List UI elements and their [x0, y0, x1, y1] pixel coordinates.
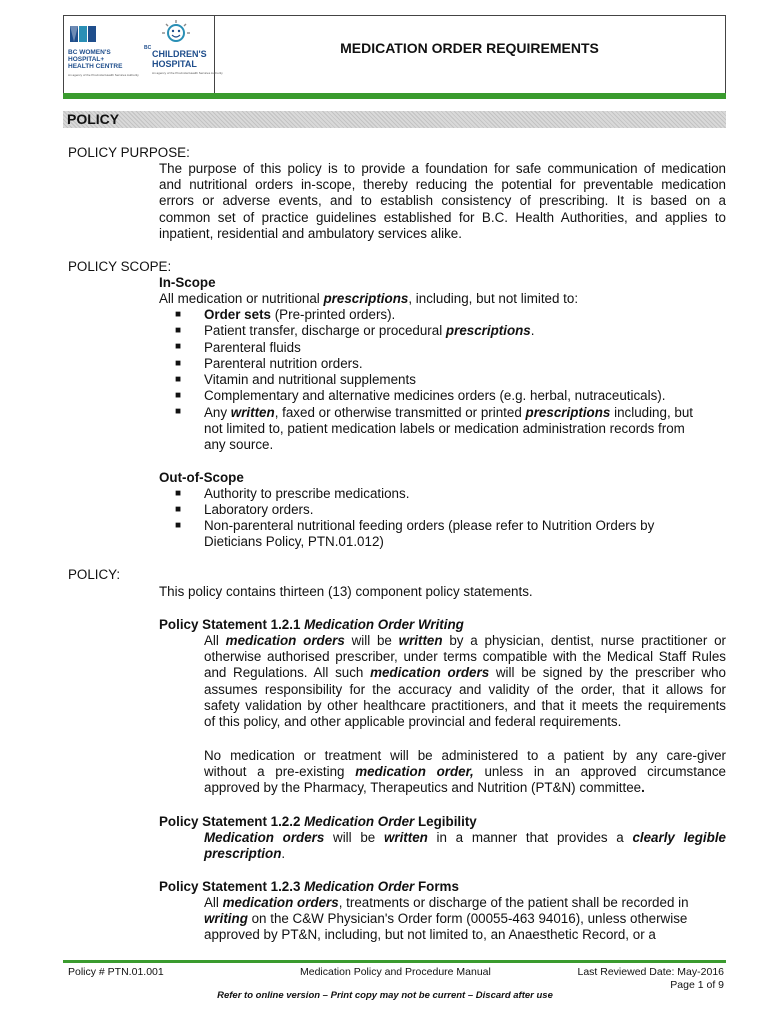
statement-1-paragraph-2: No medication or treatment will be administered to a patient by any care-giver without a pre-existing medication order, unless in an approved circumstance approved by the Pharmacy, Therapeutics and Nutrition (PT&N) committee.	[204, 748, 726, 796]
footer-page-number: Page 1 of 9	[670, 979, 724, 991]
bullet-icon: ■	[175, 341, 182, 352]
bullet-icon: ■	[175, 358, 182, 369]
logo1-line2: HOSPITAL+	[68, 56, 105, 63]
logo1-sub: An agency of the Provincial Health Services Authority	[68, 73, 139, 77]
footer-disclaimer: Refer to online version – Print copy may not be current – Discard after use	[217, 990, 553, 1001]
in-scope-item-cont: any source.	[204, 437, 274, 452]
bc-childrens-hospital-logo	[144, 20, 223, 75]
logo2-line1: BC	[144, 45, 152, 51]
statement-2-heading: Policy Statement 1.2.2 Medication Order Legibility	[159, 814, 477, 829]
statement-3-line: All medication orders, treatments or discharge of the patient shall be recorded in	[204, 895, 689, 910]
header-accent-bar	[63, 93, 726, 99]
statement-1-paragraph-1: All medication orders will be written by a physician, dentist, nurse practitioner or otherwise authorised prescriber, under terms compatible with the Medical Staff Rules and Regulations. All such medication orders will be signed by the prescriber who assumes responsibility for the accuracy and validity of the order, that it allows for safety validation by other healthcare practitioners, and that it meets the requirements of this policy, and other applicable provincial and federal requirements.	[204, 633, 727, 730]
in-scope-heading: In-Scope	[159, 275, 216, 290]
bc-womens-hospital-logo	[64, 16, 223, 94]
in-scope-item: Patient transfer, discharge or procedural prescriptions.	[204, 323, 535, 338]
bullet-icon: ■	[175, 309, 182, 320]
in-scope-item: Parenteral fluids	[204, 340, 301, 355]
in-scope-item: Any written, faxed or otherwise transmitted or printed prescriptions including, but	[204, 405, 694, 420]
document-header	[63, 15, 726, 95]
section-title-policy: POLICY	[63, 111, 726, 128]
in-scope-item: Vitamin and nutritional supplements	[204, 372, 416, 387]
footer-reviewed-date: Last Reviewed Date: May-2016	[577, 966, 724, 978]
scope-label: POLICY SCOPE:	[68, 259, 172, 274]
purpose-line: The purpose of this policy is to provide a foundation for safe communication of medication	[159, 161, 726, 176]
bullet-icon: ■	[175, 406, 182, 417]
purpose-line: and nutritional orders in-scope, thereby reducing the potential for preventable medication	[159, 177, 726, 193]
out-scope-item-cont: Dieticians Policy, PTN.01.012)	[204, 534, 384, 549]
out-scope-item: Laboratory orders.	[204, 502, 314, 517]
purpose-line: inpatient, residential and ambulatory services alike.	[159, 225, 462, 241]
logo2-sub: An agency of the Provincial Health Services Authority	[152, 71, 223, 75]
purpose-paragraph	[159, 161, 726, 242]
statement-3-line: approved by PT&N, including, but not limited to, an Anaesthetic Record, or a	[204, 927, 656, 942]
header-logos	[64, 16, 223, 94]
bullet-icon: ■	[175, 520, 182, 531]
out-scope-heading: Out-of-Scope	[159, 470, 244, 485]
in-scope-item: Order sets (Pre-printed orders).	[204, 307, 396, 322]
document-title: MEDICATION ORDER REQUIREMENTS	[340, 40, 599, 56]
purpose-label: POLICY PURPOSE:	[68, 145, 190, 160]
in-scope-intro: All medication or nutritional prescriptions, including, but not limited to:	[159, 291, 579, 306]
statement-3-heading: Policy Statement 1.2.3 Medication Order Forms	[159, 879, 459, 894]
logo2-line3: HOSPITAL	[152, 59, 197, 69]
bullet-icon: ■	[175, 390, 182, 401]
purpose-line: common set of practice guidelines established for B.C. Health Authorities, and applies to	[159, 209, 726, 225]
logo1-line1: BC WOMEN'S	[68, 49, 111, 56]
in-scope-item-cont: not limited to, patient medication labels or medication administration records from	[204, 421, 685, 436]
statement-3-line: writing on the C&W Physician's Order form (00055-463 94016), unless otherwise	[204, 911, 688, 926]
policy-intro: This policy contains thirteen (13) component policy statements.	[159, 584, 533, 599]
footer-accent-line	[63, 960, 726, 963]
bullet-icon: ■	[175, 488, 182, 499]
statement-2-paragraph: Medication orders will be written in a manner that provides a clearly legible prescription.	[204, 830, 726, 862]
purpose-line: errors or adverse events, and to establish consistency of prescribing. It is based on a	[159, 193, 726, 209]
in-scope-item: Complementary and alternative medicines orders (e.g. herbal, nutraceuticals).	[204, 388, 666, 403]
logo1-line3: HEALTH CENTRE	[68, 63, 123, 70]
out-scope-item: Authority to prescribe medications.	[204, 486, 410, 501]
in-scope-item: Parenteral nutrition orders.	[204, 356, 363, 371]
logo2-line2: CHILDREN'S	[152, 49, 207, 59]
bullet-icon: ■	[175, 504, 182, 515]
policy-label: POLICY:	[68, 567, 121, 582]
bullet-icon: ■	[175, 325, 182, 336]
out-scope-item: Non-parenteral nutritional feeding orders (please refer to Nutrition Orders by	[204, 518, 655, 533]
statement-1-heading: Policy Statement 1.2.1 Medication Order Writing	[159, 617, 464, 632]
bullet-icon: ■	[175, 374, 182, 385]
footer-manual-title: Medication Policy and Procedure Manual	[300, 966, 491, 978]
footer-policy-number: Policy # PTN.01.001	[68, 966, 164, 978]
